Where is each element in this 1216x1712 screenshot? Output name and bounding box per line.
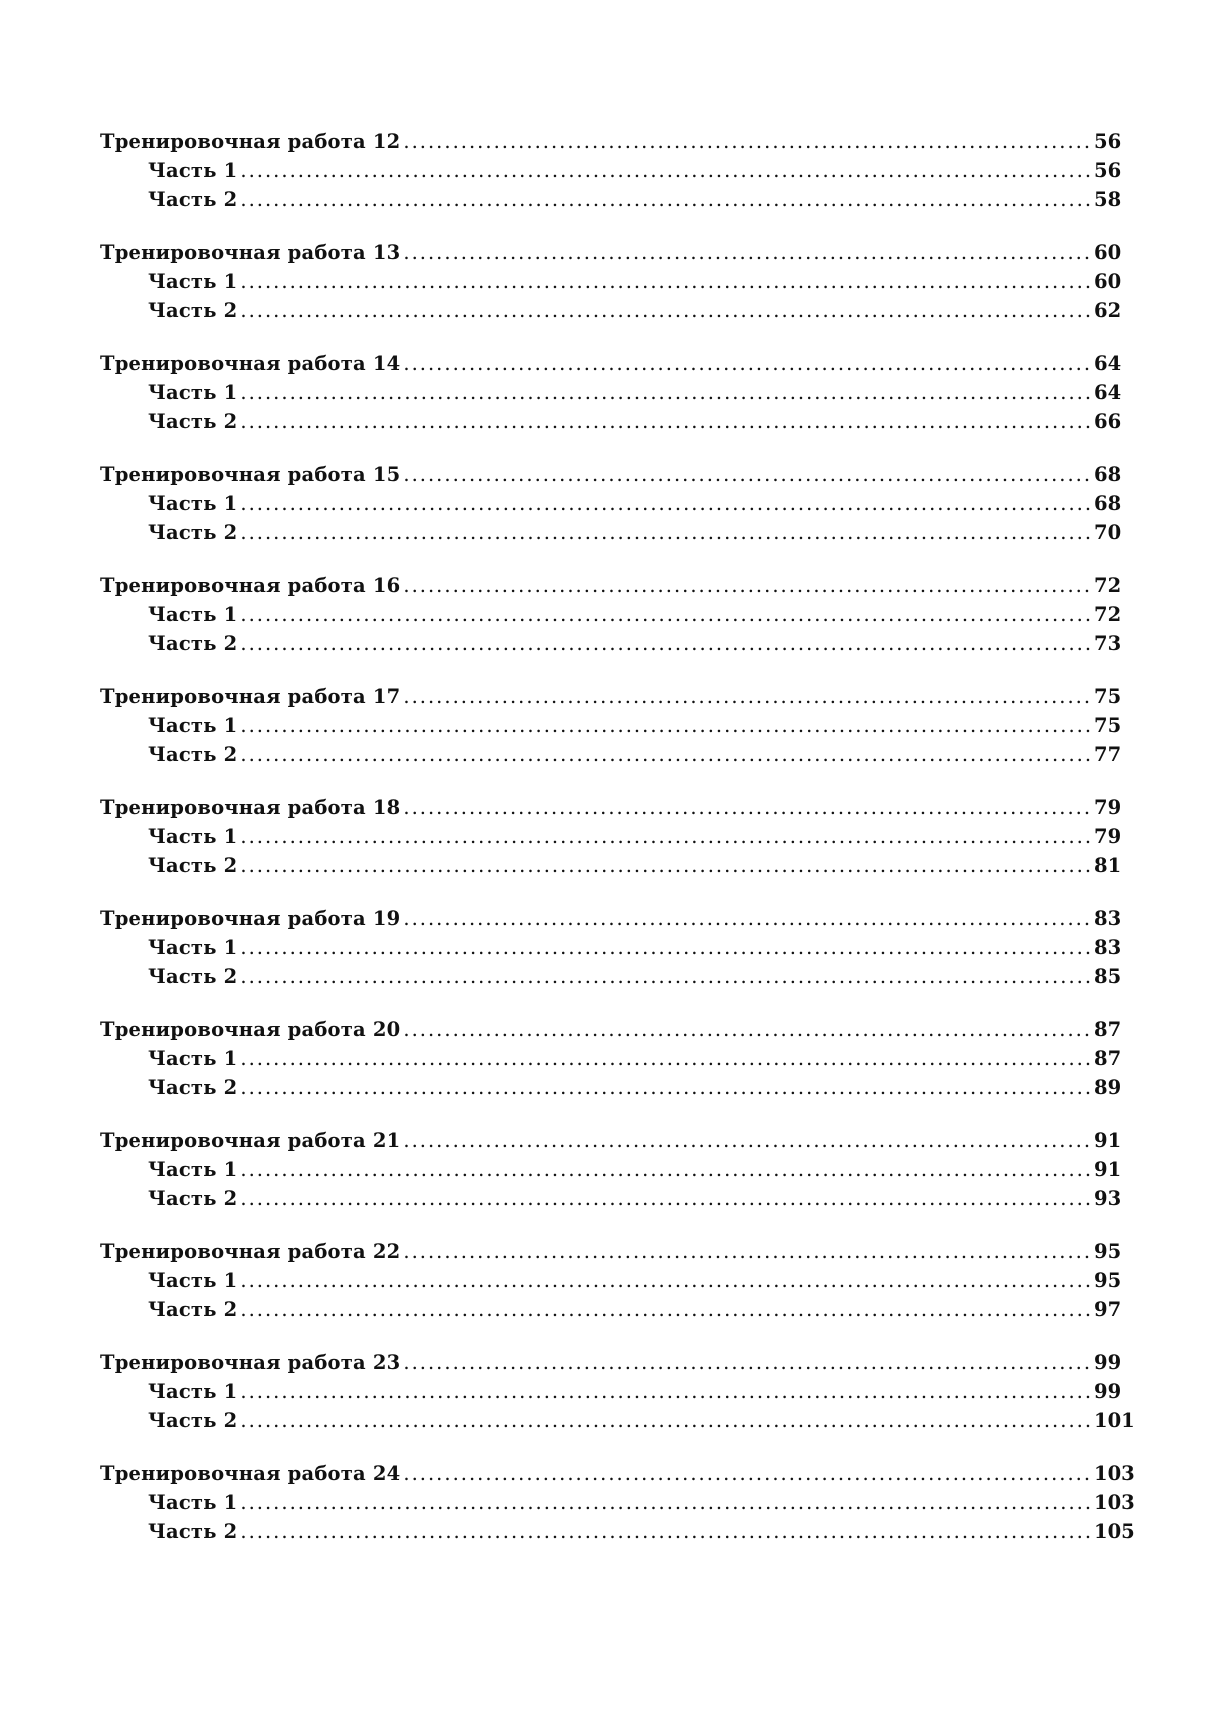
toc-heading <box>100 1348 1122 1377</box>
toc-part <box>100 267 1122 296</box>
dot-leader <box>240 1377 1091 1406</box>
page-number: 79 <box>1094 825 1122 848</box>
toc-part <box>100 1295 1122 1324</box>
toc-part-label: Часть 1 <box>148 936 238 959</box>
page-number: 95 <box>1094 1269 1122 1292</box>
toc-heading-label: Тренировочная работа 15 <box>100 463 401 486</box>
dot-leader <box>240 822 1091 851</box>
page-number: 64 <box>1094 381 1122 404</box>
page-number: 56 <box>1094 159 1122 182</box>
dot-leader <box>403 682 1091 711</box>
page-number: 60 <box>1094 241 1122 264</box>
toc-heading <box>100 904 1122 933</box>
toc-part-label: Часть 2 <box>148 1187 238 1210</box>
toc-section <box>100 682 1122 769</box>
dot-leader <box>240 711 1091 740</box>
page-number: 101 <box>1094 1409 1135 1432</box>
toc-part <box>100 740 1122 769</box>
toc-heading <box>100 793 1122 822</box>
toc-part-label: Часть 1 <box>148 714 238 737</box>
toc-part <box>100 1377 1122 1406</box>
table-of-contents <box>100 127 1135 1570</box>
toc-part <box>100 1073 1122 1102</box>
toc-section <box>100 238 1122 325</box>
toc-part <box>100 407 1122 436</box>
toc-heading <box>100 1459 1135 1488</box>
toc-section <box>100 793 1122 880</box>
dot-leader <box>240 1295 1091 1324</box>
toc-heading <box>100 127 1122 156</box>
toc-part-label: Часть 1 <box>148 381 238 404</box>
dot-leader <box>403 571 1091 600</box>
toc-section <box>100 1348 1135 1435</box>
toc-section <box>100 1015 1122 1102</box>
toc-part-label: Часть 1 <box>148 1491 238 1514</box>
dot-leader <box>403 127 1091 156</box>
toc-part <box>100 1184 1122 1213</box>
toc-part <box>100 378 1122 407</box>
toc-part <box>100 1488 1135 1517</box>
page-number: 72 <box>1094 574 1122 597</box>
toc-part-label: Часть 2 <box>148 410 238 433</box>
dot-leader <box>403 793 1091 822</box>
toc-heading-label: Тренировочная работа 17 <box>100 685 401 708</box>
dot-leader <box>240 1073 1091 1102</box>
toc-part-label: Часть 2 <box>148 299 238 322</box>
dot-leader <box>240 156 1091 185</box>
toc-part <box>100 489 1122 518</box>
toc-part <box>100 1155 1122 1184</box>
dot-leader <box>403 904 1091 933</box>
toc-heading-label: Тренировочная работа 12 <box>100 130 401 153</box>
toc-part <box>100 296 1122 325</box>
toc-heading <box>100 238 1122 267</box>
toc-part <box>100 156 1122 185</box>
page-number: 79 <box>1094 796 1122 819</box>
dot-leader <box>240 296 1091 325</box>
toc-heading <box>100 1126 1122 1155</box>
page-number: 68 <box>1094 463 1122 486</box>
dot-leader <box>240 1155 1091 1184</box>
toc-part-label: Часть 2 <box>148 1520 238 1543</box>
dot-leader <box>240 407 1091 436</box>
dot-leader <box>240 1184 1091 1213</box>
toc-part-label: Часть 1 <box>148 492 238 515</box>
page-number: 60 <box>1094 270 1122 293</box>
dot-leader <box>240 851 1091 880</box>
toc-part <box>100 933 1122 962</box>
toc-heading-label: Тренировочная работа 13 <box>100 241 401 264</box>
dot-leader <box>240 629 1091 658</box>
dot-leader <box>240 489 1091 518</box>
toc-part-label: Часть 2 <box>148 1409 238 1432</box>
toc-section <box>100 904 1122 991</box>
page-number: 64 <box>1094 352 1122 375</box>
page-number: 75 <box>1094 685 1122 708</box>
dot-leader <box>403 1348 1091 1377</box>
toc-section <box>100 1237 1122 1324</box>
toc-section <box>100 127 1122 214</box>
toc-heading-label: Тренировочная работа 18 <box>100 796 401 819</box>
toc-part <box>100 962 1122 991</box>
page-number: 85 <box>1094 965 1122 988</box>
page-number: 95 <box>1094 1240 1122 1263</box>
toc-part-label: Часть 2 <box>148 965 238 988</box>
toc-part-label: Часть 1 <box>148 1158 238 1181</box>
toc-part <box>100 822 1122 851</box>
toc-heading-label: Тренировочная работа 14 <box>100 352 401 375</box>
dot-leader <box>240 1044 1091 1073</box>
dot-leader <box>240 1488 1091 1517</box>
dot-leader <box>240 378 1091 407</box>
toc-heading-label: Тренировочная работа 24 <box>100 1462 401 1485</box>
page-number: 87 <box>1094 1018 1122 1041</box>
toc-part <box>100 1406 1135 1435</box>
page-number: 83 <box>1094 907 1122 930</box>
page-number: 103 <box>1094 1462 1135 1485</box>
toc-heading <box>100 571 1122 600</box>
page-number: 103 <box>1094 1491 1135 1514</box>
toc-heading <box>100 460 1122 489</box>
dot-leader <box>240 267 1091 296</box>
toc-part-label: Часть 2 <box>148 632 238 655</box>
toc-part-label: Часть 1 <box>148 1380 238 1403</box>
page-number: 56 <box>1094 130 1122 153</box>
dot-leader <box>403 1459 1091 1488</box>
toc-part-label: Часть 2 <box>148 743 238 766</box>
dot-leader <box>403 238 1091 267</box>
toc-section <box>100 1126 1122 1213</box>
page-number: 62 <box>1094 299 1122 322</box>
toc-heading-label: Тренировочная работа 21 <box>100 1129 401 1152</box>
toc-section <box>100 1459 1135 1546</box>
dot-leader <box>403 460 1091 489</box>
page-number: 91 <box>1094 1158 1122 1181</box>
page-number: 77 <box>1094 743 1122 766</box>
page-number: 70 <box>1094 521 1122 544</box>
toc-part-label: Часть 2 <box>148 1298 238 1321</box>
dot-leader <box>240 185 1091 214</box>
page-number: 97 <box>1094 1298 1122 1321</box>
toc-part-label: Часть 1 <box>148 825 238 848</box>
toc-part <box>100 711 1122 740</box>
toc-section <box>100 460 1122 547</box>
dot-leader <box>403 1015 1091 1044</box>
toc-section <box>100 349 1122 436</box>
toc-part <box>100 851 1122 880</box>
toc-part <box>100 518 1122 547</box>
toc-section <box>100 571 1122 658</box>
toc-heading <box>100 1015 1122 1044</box>
toc-heading <box>100 349 1122 378</box>
toc-part-label: Часть 1 <box>148 1047 238 1070</box>
page-number: 99 <box>1094 1380 1122 1403</box>
dot-leader <box>240 962 1091 991</box>
page-number: 73 <box>1094 632 1122 655</box>
toc-heading-label: Тренировочная работа 22 <box>100 1240 401 1263</box>
page-number: 93 <box>1094 1187 1122 1210</box>
dot-leader <box>240 933 1091 962</box>
page-number: 91 <box>1094 1129 1122 1152</box>
page-number: 75 <box>1094 714 1122 737</box>
toc-part-label: Часть 1 <box>148 1269 238 1292</box>
toc-heading-label: Тренировочная работа 16 <box>100 574 401 597</box>
dot-leader <box>403 1237 1091 1266</box>
page-number: 68 <box>1094 492 1122 515</box>
toc-heading <box>100 1237 1122 1266</box>
toc-heading-label: Тренировочная работа 20 <box>100 1018 401 1041</box>
toc-part-label: Часть 2 <box>148 521 238 544</box>
toc-part <box>100 1044 1122 1073</box>
toc-part-label: Часть 2 <box>148 854 238 877</box>
toc-part <box>100 1266 1122 1295</box>
page-number: 87 <box>1094 1047 1122 1070</box>
page-number: 58 <box>1094 188 1122 211</box>
toc-part-label: Часть 2 <box>148 188 238 211</box>
page-number: 66 <box>1094 410 1122 433</box>
page-number: 83 <box>1094 936 1122 959</box>
toc-part-label: Часть 1 <box>148 159 238 182</box>
toc-heading-label: Тренировочная работа 23 <box>100 1351 401 1374</box>
toc-heading <box>100 682 1122 711</box>
page-number: 99 <box>1094 1351 1122 1374</box>
toc-part-label: Часть 1 <box>148 603 238 626</box>
dot-leader <box>240 1517 1091 1546</box>
dot-leader <box>240 600 1091 629</box>
page-number: 89 <box>1094 1076 1122 1099</box>
dot-leader <box>240 1406 1091 1435</box>
toc-part <box>100 629 1122 658</box>
page-number: 72 <box>1094 603 1122 626</box>
toc-part-label: Часть 1 <box>148 270 238 293</box>
toc-part <box>100 1517 1135 1546</box>
toc-part-label: Часть 2 <box>148 1076 238 1099</box>
dot-leader <box>403 1126 1091 1155</box>
dot-leader <box>240 1266 1091 1295</box>
toc-part <box>100 600 1122 629</box>
page-number: 81 <box>1094 854 1122 877</box>
dot-leader <box>240 740 1091 769</box>
page-number: 105 <box>1094 1520 1135 1543</box>
dot-leader <box>240 518 1091 547</box>
toc-heading-label: Тренировочная работа 19 <box>100 907 401 930</box>
toc-part <box>100 185 1122 214</box>
dot-leader <box>403 349 1091 378</box>
